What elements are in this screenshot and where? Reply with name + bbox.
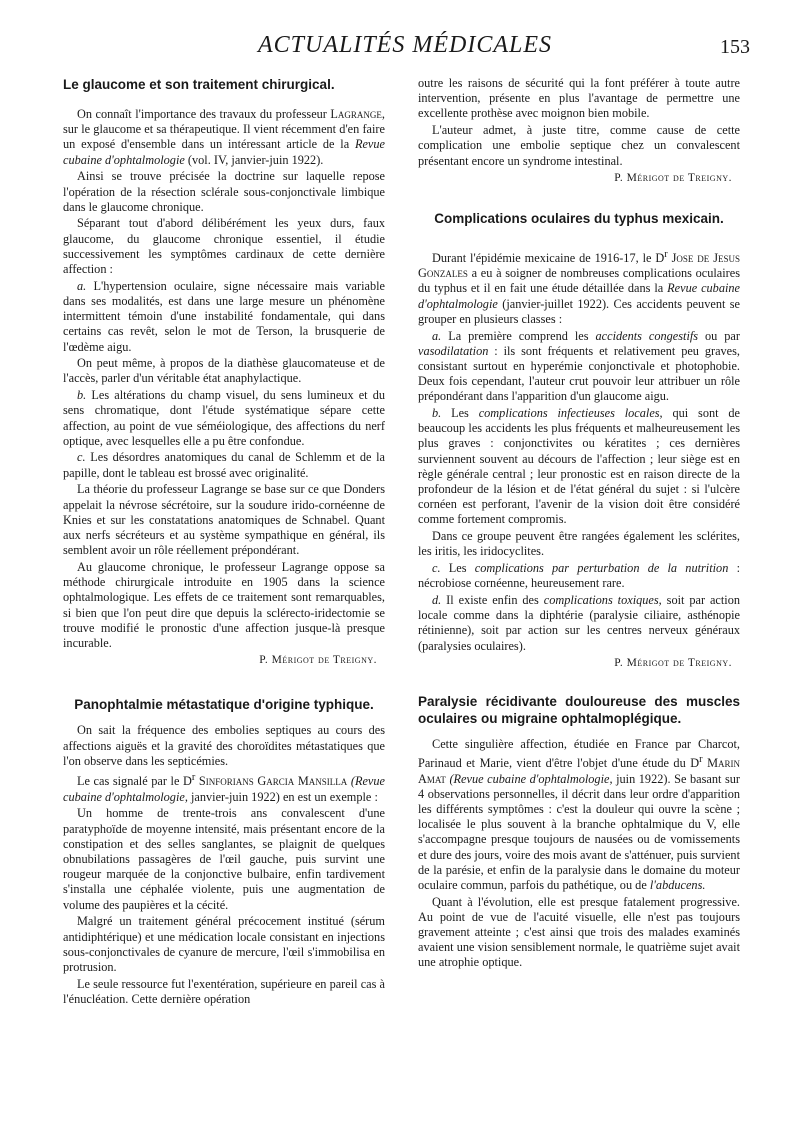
journal-title: Revue cubaine d'ophtalmologie <box>418 281 740 311</box>
running-title: ACTUALITÉS MÉDICALES <box>257 32 552 58</box>
paragraph: Séparant tout d'abord délibérément les yeux durs, faux glaucome, du glaucome chronique essentiel, il étudie successivement les symptômes cardinaux de cette dernière affection : <box>63 216 385 277</box>
signature: P. Mérigot de Treigny. <box>259 654 377 667</box>
paragraph: On peut même, à propos de la diathèse glaucomateuse et de l'accès, parler d'un véritable état anaphylactique. <box>63 356 385 386</box>
paragraph: Dans ce groupe peuvent être rangées également les sclérites, les iritis, les iridocyclites. <box>418 529 740 559</box>
article-typhus <box>418 210 740 671</box>
paragraph: L'auteur admet, à juste titre, comme cause de cette complication une embolie septique chez un convalescent présentant encore un syndrome intestinal. <box>418 123 740 168</box>
article-panophtalmie <box>63 696 385 1007</box>
journal-title: Revue cubaine d'ophtalmologie <box>63 137 385 167</box>
article-paralysie <box>418 693 740 971</box>
article-title: Le glaucome et son traitement chirurgical. <box>63 77 335 92</box>
paragraph: Cette singulière affection, étudiée en France par Charcot, Parinaud et Marie, vient d'être l'objet d'une étude du $D^r$ Marin Amat (Revue cubaine d'ophtalmologie, juin 1922). Se basant sur 4 observations personnelles, il décrit dans leur ordre d'apparition les différents symptômes : c'est la douleur qui ouvre la scène ; localisée le plus souvent à la branche ophtalmique du V, elle s'accompagne presque toujours de nausées ou de vomissements et dure des jours, voire des mois avant de s'atténuer, puis survient de la parésie, et enfin de la paralysie dans le domaine du moteur oculaire commun, parfois du pathétique, ou de l'abducens. <box>418 737 740 892</box>
journal-title: (Revue cubaine d'ophtalmologie, <box>63 774 385 804</box>
paragraph: Un homme de trente-trois ans convalescent d'une paratyphoïde de moyenne intensité, mais présentant encore de la constipation et des selles sanglantes, se plaignit de quelques obnubilations passagères de l'œil gauche, puis survint une rougeur marquée de la conjonctive bulbaire, enfin tardivement s'installa une céphalée violente, puis une augmentation de volume des paupières et la cécité. <box>63 806 385 912</box>
author-name: Marin Amat <box>418 756 740 786</box>
page-number: 153 <box>720 36 750 58</box>
page-header <box>60 30 750 70</box>
paragraph: b. Les complications infectieuses locales, qui sont de beaucoup les accidents les plus fréquents et malheureusement les plus graves : conjonctivites ou kératites ; ces dernières surviennent souvent au décours de l'affection ; leur siège est en règle générale central ; leur pronostic est en raison directe de la profondeur de la lésion et de l'état général du sujet : si l'ulcère cornéen est perforant, l'avenir de la vision doit être considéré comme fortement compromis. <box>418 406 740 527</box>
article-panophtalmie-continued <box>418 76 740 186</box>
author-name: Sinforians Garcia Mansilla <box>198 774 348 789</box>
paragraph: Au glaucome chronique, le professeur Lagrange oppose sa méthode chirurgicale introduite en 1905 dans la science ophtalmologique. Les effets de ce traitement sont remarquables, si bien que l'on peut dire que depuis la scléreсto-iridectomie se trouve modifié le pronostic d'une affection jusque-là presque incurable. <box>63 559 385 650</box>
author-name: Lagrange <box>330 107 382 121</box>
journal-title: (Revue cubaine d'ophtalmologie, <box>449 771 613 786</box>
paragraph: c. Les complications par perturbation de la nutrition : nécrobiose cornéenne, heureusement rare. <box>418 561 741 591</box>
paragraph: b. Les altérations du champ visuel, du sens lumineux et du sens chromatique, dont l'étude systématique sépare cette affection, au point de vue séméiologique, des affections du nerf optique, avec lesquelles elle a pu être confondue. <box>63 388 385 448</box>
paragraph: outre les raisons de sécurité qui la font préférer à toute autre intervention, présente en plus l'avantage de permettre une excellente prothèse avec moignon bien mobile. <box>418 76 740 121</box>
left-column <box>63 76 385 1009</box>
paragraph: Quant à l'évolution, elle est presque fatalement progressive. Au point de vue de l'acuité visuelle, elle n'est pas toujours gravement atteinte ; c'est ainsi que trois des malades examinés avaient une vision sensiblement normale, le quatrième sujet avait une atrophie optique. <box>418 894 740 970</box>
article-title: Panophtalmie métastatique d'origine typhique. <box>74 697 374 713</box>
paragraph: On sait la fréquence des embolies septiques au cours des affections aiguës et la gravité des choroïdites métastatiques que l'on observe dans les septicémies. <box>63 723 385 768</box>
paragraph: a. La première comprend les accidents congestifs ou par vasodilatation : ils sont fréquents et relativement peu graves, consistant surtout en hyperémie conjonctivale et photophobie. Deux fois cependant, l'auteur crut pouvoir leur attribuer un rôle prépondérant dans l'apparition d'un glaucome aigu. <box>418 328 740 404</box>
article-title: Paralysie récidivante douloureuse des muscles oculaires ou migraine ophtalmoplégique. <box>418 694 740 726</box>
paragraph: Malgré un traitement général précocement institué (sérum antidiphtérique) et une médication locale consistant en injections sous-conjonctivales de cyanure de mercure, l'œil s'immobilisa en protrusion. <box>63 914 385 974</box>
paragraph: Le seule ressource fut l'exentération, supérieure en pareil cas à l'énucléation. Cette dernière opération <box>63 976 385 1006</box>
paragraph: La théorie du professeur Lagrange se base sur ce que Donders appelait la névrose sécrétoire, sur la soudure irido-cornéenne de Knies et sur les constatations anatomiques de Schnabel. Quant aux nerfs sécréteurs et au système sympathique en général, ils semblent avoir un rôle réellement prépondérant. <box>63 482 385 558</box>
paragraph: Ainsi se trouve précisée la doctrine sur laquelle repose l'opération de la résection sclérale sous-conjonctivale limbique dans le glaucome chronique. <box>63 169 385 214</box>
right-column <box>418 76 740 972</box>
article-title: Complications oculaires du typhus mexicain. <box>434 210 724 226</box>
author-name: Jose de Jesus Gonzales <box>418 251 741 281</box>
paragraph: On connaît l'importance des travaux du professeur Lagrange, sur le glaucome et sa thérapeutique. Il vient récemment d'en faire un exposé d'ensemble dans un intéressant article de la Revue cubaine d'ophtalmologie (vol. IV, janvier-juin 1922). <box>63 107 385 167</box>
signature: P. Mérigot de Treigny. <box>614 656 732 669</box>
paragraph: a. L'hypertension oculaire, signe nécessaire mais variable dans ses modalités, est dans une large mesure un phénomène intermittent témoin d'une instabilité fondamentale, qui dans certains cas revêt, selon le mot de Terson, la brusquerie de l'œdème aigu. <box>63 278 386 354</box>
paragraph: c. Les désordres anatomiques du canal de Schlemm et de la papille, dont le tableau est brossé avec originalité. <box>63 450 386 480</box>
paragraph: Durant l'épidémie mexicaine de 1916-17, le $D^r$ Jose de Jesus Gonzales a eu à soigner de nombreuses complications oculaires du typhus et il en fait une étude détaillée dans la Revue cubaine d'ophtalmologie (janvier-juillet 1922). Ces accidents peuvent se grouper en plusieurs classes : <box>418 248 741 326</box>
paragraph: Le cas signalé par le $D^r$ Sinforians Garcia Mansilla (Revue cubaine d'ophtalmologie, janvier-juin 1922) en est un exemple : <box>63 772 385 804</box>
article-glaucome <box>63 76 385 668</box>
paragraph: d. Il existe enfin des complications toxiques, soit par action locale comme dans la diphtérie (paralysie ciliaire, asthénopie rétinienne), soit par action sur les centres nerveux généraux (paralysies oculaires). <box>418 592 741 653</box>
signature: P. Mérigot de Treigny. <box>614 171 732 184</box>
